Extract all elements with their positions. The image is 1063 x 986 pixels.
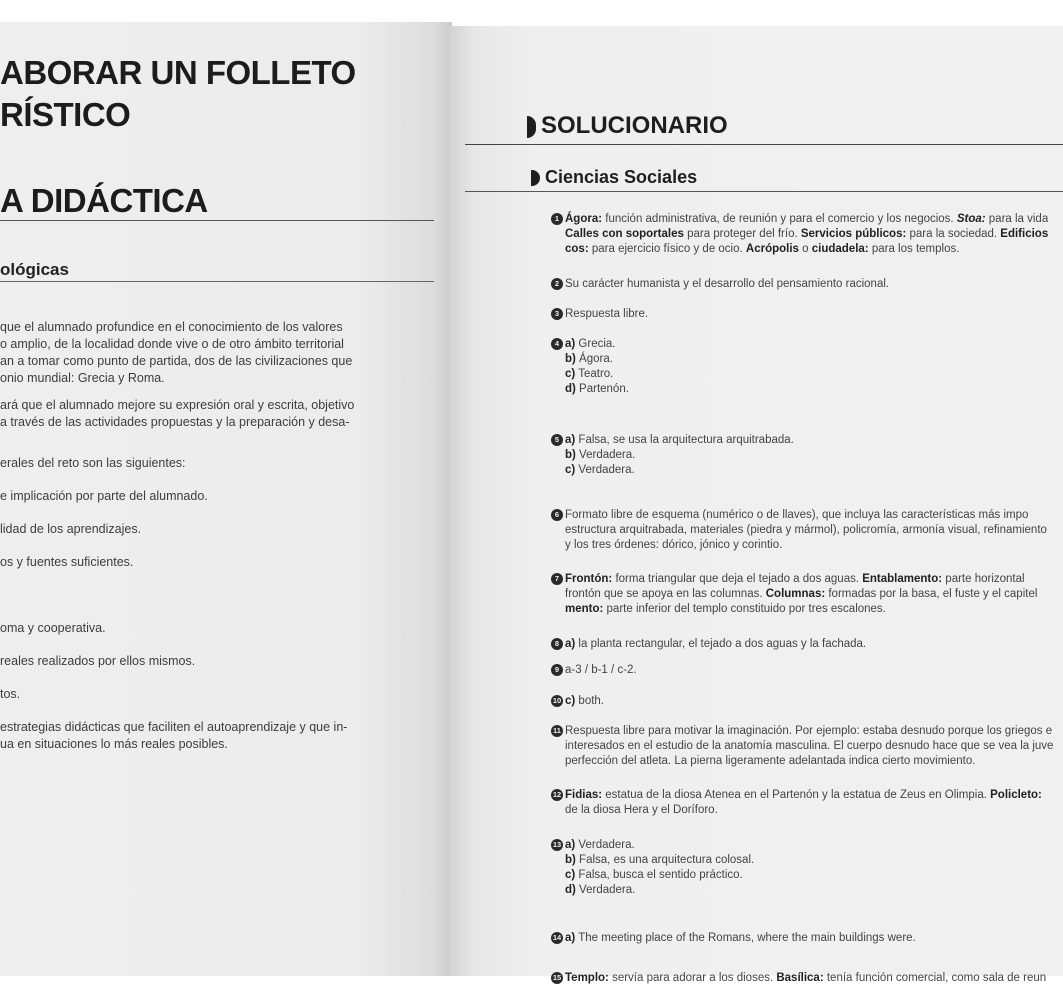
answer-text: Verdadera. bbox=[575, 449, 636, 461]
answer-text: mento: bbox=[565, 603, 604, 615]
answer-text: tenía función comercial, como sala de reun bbox=[823, 972, 1047, 984]
left-paragraph-line: tos. bbox=[0, 687, 21, 701]
answer-text: c) bbox=[565, 869, 576, 881]
answer-text: perfección del atleta. La pierna ligeramente adelantada indica cierto movimiento. bbox=[565, 755, 976, 767]
answer-item bbox=[554, 433, 794, 478]
answer-line bbox=[565, 433, 794, 448]
answer-text: a) bbox=[565, 338, 576, 350]
answer-text: Servicios públicos: bbox=[800, 228, 907, 240]
answer-text: Falsa, se usa la arquitectura arquitrabada. bbox=[575, 434, 794, 446]
answer-text: a-3 / b-1 / c-2. bbox=[565, 664, 637, 676]
answer-line bbox=[565, 367, 629, 382]
answer-line bbox=[565, 788, 1042, 803]
left-paragraph bbox=[0, 620, 106, 637]
answer-text: b) bbox=[565, 449, 576, 461]
answer-item bbox=[554, 337, 629, 397]
answer-text: a) bbox=[565, 638, 576, 650]
left-paragraph-line: onio mundial: Grecia y Roma. bbox=[0, 371, 165, 385]
answer-number: 10 bbox=[552, 696, 562, 705]
answer-text: de la diosa Hera y el Doríforo. bbox=[565, 804, 718, 816]
left-paragraph-line: ua en situaciones lo más reales posibles. bbox=[0, 737, 228, 751]
left-paragraph bbox=[0, 488, 208, 505]
answer-number: 14 bbox=[552, 933, 562, 942]
left-paragraph-line: os y fuentes suficientes. bbox=[0, 555, 134, 569]
answer-item bbox=[554, 307, 649, 322]
answer-line bbox=[565, 838, 754, 853]
answer-text: función administrativa, de reunión y para el comercio y los negocios. bbox=[602, 213, 957, 225]
answer-number: 9 bbox=[551, 664, 563, 676]
solucionario-title bbox=[527, 112, 728, 140]
left-paragraph-line: que el alumnado profundice en el conocimiento de los valores bbox=[0, 320, 343, 334]
answer-item bbox=[554, 637, 867, 652]
answer-text: Frontón: bbox=[565, 573, 613, 585]
answer-item bbox=[554, 663, 637, 678]
answer-line bbox=[565, 463, 794, 478]
answer-number: 4 bbox=[551, 338, 563, 350]
answer-number: 13 bbox=[552, 840, 562, 849]
answer-line bbox=[565, 724, 1053, 739]
left-paragraph-line: estrategias didácticas que faciliten el autoaprendizaje y que in- bbox=[0, 720, 348, 734]
answer-item bbox=[554, 212, 1049, 257]
answer-text: Acrópolis bbox=[745, 243, 799, 255]
answer-text: b) bbox=[565, 854, 576, 866]
answer-line bbox=[565, 352, 629, 367]
answer-text: Teatro. bbox=[575, 368, 614, 380]
answer-item bbox=[554, 508, 1047, 553]
answer-text: c) bbox=[565, 368, 576, 380]
left-paragraph bbox=[0, 653, 195, 670]
main-title-line-2: RÍSTICO bbox=[0, 96, 131, 133]
left-paragraph bbox=[0, 521, 141, 538]
left-paragraph-line: lidad de los aprendizajes. bbox=[0, 522, 142, 536]
answer-text: c) bbox=[565, 695, 576, 707]
main-title-line-1: ABORAR UN FOLLETO bbox=[0, 54, 356, 91]
answer-number: 2 bbox=[551, 278, 563, 290]
answer-number: 1 bbox=[551, 213, 563, 225]
answer-line bbox=[565, 637, 866, 652]
answer-text: estatua de la diosa Atenea en el Partenón y la estatua de Zeus en Olimpia. bbox=[602, 789, 991, 801]
answer-text: Partenón. bbox=[575, 383, 629, 395]
answer-text: a) bbox=[565, 932, 576, 944]
left-paragraph bbox=[0, 554, 133, 571]
left-paragraph bbox=[0, 397, 354, 431]
left-paragraph-line: a través de las actividades propuestas y la preparación y desa- bbox=[0, 415, 350, 429]
answer-text: interesados en el estudio de la anatomía masculina. El cuerpo desnudo hace que se vea la juve bbox=[565, 740, 1054, 752]
answer-text: para proteger del frío. bbox=[683, 228, 801, 240]
answer-line bbox=[565, 523, 1047, 538]
answer-number: 15 bbox=[552, 973, 562, 982]
answer-text: Columnas: bbox=[765, 588, 826, 600]
answer-number: 8 bbox=[551, 638, 563, 650]
left-paragraph bbox=[0, 719, 347, 753]
answer-line bbox=[565, 602, 1037, 617]
left-page bbox=[0, 22, 452, 976]
answer-text: Templo: bbox=[565, 972, 609, 984]
left-paragraph-line: reales realizados por ellos mismos. bbox=[0, 654, 196, 668]
answer-item bbox=[552, 838, 755, 898]
heading-marker bbox=[527, 116, 536, 138]
solucionario-title-text: SOLUCIONARIO bbox=[541, 112, 728, 139]
answer-text: forma triangular que deja el tejado a dos aguas. bbox=[612, 573, 863, 585]
answer-text: Su carácter humanista y el desarrollo del pensamiento racional. bbox=[565, 278, 890, 290]
answer-text: para los templos. bbox=[868, 243, 960, 255]
left-paragraph bbox=[0, 319, 352, 387]
answer-item bbox=[552, 788, 1042, 818]
main-title bbox=[0, 52, 356, 136]
answer-number: 5 bbox=[551, 434, 563, 446]
answer-text: Policleto: bbox=[990, 789, 1042, 801]
answer-text: parte inferior del templo constituido por tres escalones. bbox=[603, 603, 886, 615]
answer-text: Grecia. bbox=[575, 338, 616, 350]
answer-text: o bbox=[798, 243, 812, 255]
answer-text: Respuesta libre para motivar la imaginación. Por ejemplo: estaba desnudo porque los griegos e bbox=[565, 725, 1053, 737]
answer-text: parte horizontal bbox=[942, 573, 1025, 585]
answer-item bbox=[553, 724, 1054, 769]
answer-line bbox=[565, 931, 916, 946]
ciencias-sociales-text: Ciencias Sociales bbox=[545, 167, 698, 187]
answer-text: la planta rectangular, el tejado a dos aguas y la fachada. bbox=[575, 638, 867, 650]
answer-text: Ágora. bbox=[575, 353, 613, 365]
answer-line bbox=[565, 803, 1042, 818]
answer-line bbox=[565, 883, 754, 898]
answer-item bbox=[552, 694, 605, 709]
answer-text: para ejercicio físico y de ocio. bbox=[588, 243, 746, 255]
answer-text: Entablamento: bbox=[862, 573, 943, 585]
answer-text: Falsa, es una arquitectura colosal. bbox=[575, 854, 755, 866]
answer-number: 11 bbox=[551, 725, 563, 737]
answer-text: Basílica: bbox=[776, 972, 824, 984]
answer-number: 7 bbox=[551, 573, 563, 585]
answer-text: Calles con soportales bbox=[565, 228, 684, 240]
answer-text: cos: bbox=[565, 243, 589, 255]
answer-text: formadas por la basa, el fuste y el capitel bbox=[825, 588, 1038, 600]
left-paragraph-line: erales del reto son las siguientes: bbox=[0, 456, 186, 470]
left-paragraph bbox=[0, 455, 186, 472]
left-paragraph bbox=[0, 686, 20, 703]
answer-line bbox=[565, 212, 1048, 227]
answer-text: c) bbox=[565, 464, 576, 476]
answer-text: both. bbox=[575, 695, 605, 707]
answer-item bbox=[554, 572, 1038, 617]
answer-text: servía para adorar a los dioses. bbox=[608, 972, 777, 984]
answer-text: Falsa, busca el sentido práctico. bbox=[575, 869, 743, 881]
answer-line bbox=[565, 663, 637, 678]
answer-text: frontón que se apoya en las columnas. bbox=[565, 588, 766, 600]
answer-text: a) bbox=[565, 434, 576, 446]
answer-item bbox=[554, 277, 890, 292]
left-paragraph-line: oma y cooperativa. bbox=[0, 621, 106, 635]
answer-text: d) bbox=[565, 884, 576, 896]
heading-marker bbox=[531, 170, 540, 186]
answer-number: 12 bbox=[552, 790, 562, 799]
answer-line bbox=[565, 971, 1046, 986]
answer-item bbox=[552, 931, 916, 946]
section-rule bbox=[0, 281, 434, 282]
answer-item bbox=[552, 971, 1047, 986]
section-heading: ológicas bbox=[0, 260, 69, 279]
answer-text: Verdadera. bbox=[575, 839, 635, 851]
subtitle-rule bbox=[0, 220, 434, 221]
answer-line bbox=[565, 694, 604, 709]
answer-text: Formato libre de esquema (numérico o de llaves), que incluya las características más impo bbox=[565, 509, 1029, 521]
answer-text: estructura arquitrabada, materiales (piedra y mármol), policromía, armonía visual, refinamiento bbox=[565, 524, 1047, 536]
answer-text: Stoa: bbox=[956, 213, 986, 225]
answer-text: Edificios bbox=[1000, 228, 1049, 240]
answer-text: ciudadela: bbox=[811, 243, 869, 255]
subtitle: A DIDÁCTICA bbox=[0, 182, 208, 219]
left-paragraph-line: an a tomar como punto de partida, dos de las civilizaciones que bbox=[0, 354, 353, 368]
answer-text: The meeting place of the Romans, where the main buildings were. bbox=[575, 932, 916, 944]
answer-text: para la vida bbox=[985, 213, 1049, 225]
answer-number: 6 bbox=[551, 509, 563, 521]
answer-line bbox=[565, 307, 648, 322]
answer-text: d) bbox=[565, 383, 576, 395]
answer-line bbox=[565, 508, 1047, 523]
answer-line bbox=[565, 448, 794, 463]
answer-line bbox=[565, 754, 1053, 769]
answer-text: para la sociedad. bbox=[906, 228, 1001, 240]
answer-text: Verdadera. bbox=[575, 884, 636, 896]
answer-text: a) bbox=[565, 839, 576, 851]
left-paragraph-line: ará que el alumnado mejore su expresión oral y escrita, objetivo bbox=[0, 398, 355, 412]
answer-line bbox=[565, 587, 1037, 602]
left-paragraph-line: o amplio, de la localidad donde vive o de otro ámbito territorial bbox=[0, 337, 344, 351]
answer-text: y los tres órdenes: dórico, jónico y corintio. bbox=[565, 539, 783, 551]
answer-text: Ágora: bbox=[565, 213, 603, 225]
answer-line bbox=[565, 242, 1048, 257]
answer-text: b) bbox=[565, 353, 576, 365]
left-paragraph-line: e implicación por parte del alumnado. bbox=[0, 489, 208, 503]
answer-text: Respuesta libre. bbox=[565, 308, 649, 320]
answer-line bbox=[565, 277, 889, 292]
ciencias-sociales-heading bbox=[531, 167, 697, 188]
answer-line bbox=[565, 572, 1037, 587]
answer-line bbox=[565, 739, 1053, 754]
right-page bbox=[449, 26, 1063, 984]
answer-line bbox=[565, 337, 629, 352]
ciencias-sociales-rule bbox=[465, 191, 1063, 192]
answer-number: 3 bbox=[551, 308, 563, 320]
answer-text: Fidias: bbox=[565, 789, 603, 801]
answer-line bbox=[565, 868, 754, 883]
answer-line bbox=[565, 382, 629, 397]
answer-line bbox=[565, 538, 1047, 553]
answer-line bbox=[565, 853, 754, 868]
answer-text: Verdadera. bbox=[575, 464, 635, 476]
solucionario-rule bbox=[465, 144, 1063, 145]
answer-line bbox=[565, 227, 1048, 242]
